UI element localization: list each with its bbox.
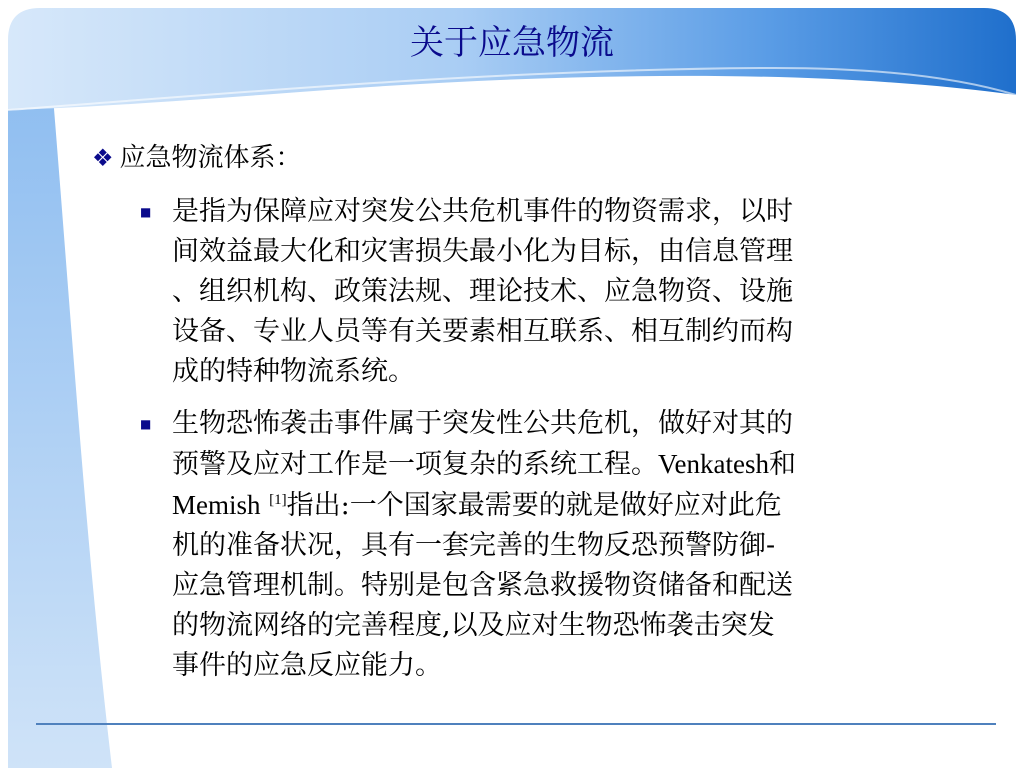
text-line: 生物恐怖袭击事件属于突发性公共危机，做好对其的 xyxy=(172,408,793,439)
paragraph-bioterrorism xyxy=(172,404,972,686)
text-line xyxy=(172,485,972,526)
text-line: 是指为保障应对突发公共危机事件的物资需求，以时 xyxy=(172,196,793,227)
text-line: 事件的应急反应能力。 xyxy=(172,650,442,681)
text-line: 成的特种物流系统。 xyxy=(172,356,415,387)
citation-reference: [1] xyxy=(269,492,287,508)
text-line xyxy=(172,444,972,485)
text-line: 机的准备状况，具有一套完善的生物反恐预警防御- xyxy=(172,530,776,561)
square-bullet-icon: ■ xyxy=(140,417,152,431)
slide-title: 关于应急物流 xyxy=(410,23,614,63)
text-segment: 和 xyxy=(768,449,796,480)
diamond-bullet-icon: ❖ xyxy=(92,144,114,172)
square-bullet-icon: ■ xyxy=(140,205,152,219)
author-name-memish: Memish xyxy=(172,490,261,520)
footer-divider xyxy=(36,723,996,725)
text-segment: 指出:一个国家最需要的就是做好应对此危 xyxy=(286,490,782,521)
text-line: 、组织机构、政策法规、理论技术、应急物资、设施 xyxy=(172,276,793,307)
paragraph-definition xyxy=(172,192,972,392)
text-line: 的物流网络的完善程度,以及应对生物恐怖袭击突发 xyxy=(172,610,775,641)
text-line: 应急管理机制。特别是包含紧急救援物资储备和配送 xyxy=(172,570,793,601)
section-heading-text: 应急物流体系： xyxy=(119,143,302,173)
text-line: 设备、专业人员等有关要素相互联系、相互制约而构 xyxy=(172,316,793,347)
text-segment: 预警及应对工作是一项复杂的系统工程。 xyxy=(172,449,658,480)
author-name-venkatesh: Venkatesh xyxy=(658,449,769,479)
text-line: 间效益最大化和灾害损失最小化为目标，由信息管理 xyxy=(172,236,793,267)
section-heading xyxy=(92,138,302,178)
